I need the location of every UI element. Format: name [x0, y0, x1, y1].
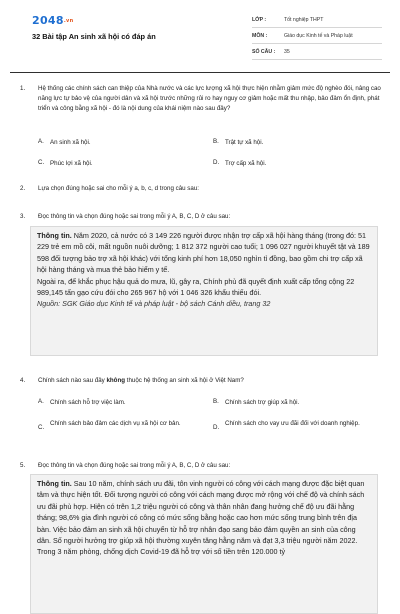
question-text: Lựa chọn đúng hoặc sai cho mỗi ý a, b, c, d trong câu sau:: [38, 185, 199, 192]
option-text: Phúc lợi xã hội.: [50, 160, 93, 167]
option-letter: A.: [38, 138, 44, 145]
info-label: Thông tin.: [37, 479, 72, 488]
option-letter: C.: [38, 424, 45, 431]
question-number: 3.: [20, 213, 26, 220]
option-text: Trật tự xã hội.: [225, 139, 264, 146]
option-b[interactable]: [213, 398, 375, 408]
option-letter: A.: [38, 398, 44, 405]
question-number: 5.: [20, 462, 26, 469]
logo-tld: .vn: [63, 18, 74, 24]
question-text-before: Chính sách nào sau đây: [38, 377, 107, 384]
page-title: 32 Bài tập An sinh xã hội có đáp án: [32, 32, 156, 41]
info-text: Năm 2020, cả nước có 3 149 226 người được nhận trợ cấp xã hội hàng tháng (trong đó: 51 229 trẻ em mồ côi, mất nguồn nuôi dưỡng; 1 812 372 người cao tuổi; 1 096 027 người khuyết tật và 189 598 đối tượng bảo trợ xã hội khác) với tổng kinh phí hơn 18,050 nghìn tỉ đồng, bao gồm chi trợ cấp xã hội hàng tháng và mua thẻ bảo hiểm y tế.: [37, 231, 370, 275]
meta-row-count: [252, 44, 382, 60]
meta-row-class: [252, 12, 382, 28]
question-text-after: thuộc hệ thống an sinh xã hội ở Việt Nam?: [125, 377, 244, 384]
question-text: Hệ thống các chính sách can thiệp của Nhà nước và các lực lượng xã hội thực hiện nhằm giảm mức độ nghèo đói, nâng cao năng lực tự bảo vệ của người dân và xã hội trước những rủi ro hay nguy cơ giảm hoặc mất thu nhập, bảo đảm ổn định, phát triển và công bằng xã hội - đó là nội dung của khái niệm nào sau đây?: [38, 85, 381, 112]
info-box: [30, 474, 378, 614]
option-letter: B.: [213, 398, 219, 405]
option-d[interactable]: [213, 419, 375, 431]
option-a[interactable]: [38, 138, 200, 148]
meta-value: 35: [284, 48, 290, 55]
option-letter: D.: [213, 159, 220, 166]
info-paragraph-1: [37, 478, 371, 546]
option-c[interactable]: [38, 419, 200, 431]
option-letter: D.: [213, 424, 220, 431]
header-divider: [10, 72, 390, 73]
option-a[interactable]: [38, 398, 200, 408]
question-number: 1.: [20, 85, 26, 92]
question-number: 4.: [20, 377, 26, 384]
option-d[interactable]: [213, 159, 375, 169]
meta-key: MÔN :: [252, 32, 268, 39]
meta-row-subject: [252, 28, 382, 44]
logo-main: 2048: [32, 14, 64, 27]
question-number: 2.: [20, 185, 26, 192]
option-text: Chính sách trợ giúp xã hội.: [225, 399, 300, 406]
question-text-emphasis: không: [106, 377, 126, 384]
meta-table: [252, 12, 382, 60]
option-b[interactable]: [213, 138, 375, 148]
info-paragraph-1: [37, 230, 371, 276]
info-paragraph-2: Ngoài ra, để khắc phục hậu quả do mưa, lũ, gây ra, Chính phủ đã quyết định xuất cấp tổng cộng 22 989,145 tấn gạo cứu đói cho 265 967 hộ với 1 046 326 khẩu thiếu đói.: [37, 276, 355, 298]
meta-key: LỚP :: [252, 16, 267, 23]
option-text: Chính sách cho vay ưu đãi đối với doanh nghiệp.: [225, 420, 360, 427]
site-logo[interactable]: [32, 14, 73, 27]
option-letter: C.: [38, 159, 45, 166]
option-text: An sinh xã hội.: [50, 139, 91, 146]
option-text: Chính sách bảo đảm các dịch vụ xã hội cơ bản.: [50, 420, 181, 427]
info-paragraph-2: Trong 3 năm phòng, chống dịch Covid-19 đã hỗ trợ với số tiền trên 120.000 tỷ: [37, 547, 286, 557]
info-source: Nguồn: SGK Giáo dục Kinh tế và pháp luật - bộ sách Cánh diều, trang 32: [37, 299, 271, 309]
option-text: Chính sách hỗ trợ việc làm.: [50, 399, 126, 406]
info-text: Sau 10 năm, chính sách ưu đãi, tôn vinh người có công với cách mạng được đặc biệt quan tâm và thực hiện tốt. Đối tượng người có công với cách mạng được mở rộng với chế độ và chính sách ưu đãi phù hợp. Hiện có trên 1,2 triệu người có công và thân nhân đang hưởng chế độ ưu đãi hằng tháng; 98,6% gia đình người có công có mức sống bằng hoặc cao hơn mức sống trung bình trên địa bàn. Việc bảo đảm an sinh xã hội chuyển từ hỗ trợ nhân đạo sang bảo đảm quyền an sinh của công dân. Số người hưởng trợ giúp xã hội thường xuyên tăng hằng năm và đạt 3,3 triệu người năm 2022.: [37, 479, 365, 546]
option-text: Trợ cấp xã hội.: [225, 160, 267, 167]
page-header: [0, 0, 400, 64]
meta-key: SỐ CÂU :: [252, 48, 276, 55]
option-c[interactable]: [38, 159, 200, 169]
question-text: Đọc thông tin và chọn đúng hoặc sai trong mỗi ý A, B, C, D ở câu sau:: [38, 213, 231, 220]
question-text: Đọc thông tin và chọn đúng hoặc sai trong mỗi ý A, B, C, D ở câu sau:: [38, 462, 231, 469]
meta-value: Tốt nghiệp THPT: [284, 16, 324, 23]
question-text: [38, 376, 383, 386]
meta-value: Giáo dục Kinh tế và Pháp luật: [284, 32, 353, 39]
info-box: [30, 226, 378, 356]
option-letter: B.: [213, 138, 219, 145]
info-label: Thông tin.: [37, 231, 72, 240]
